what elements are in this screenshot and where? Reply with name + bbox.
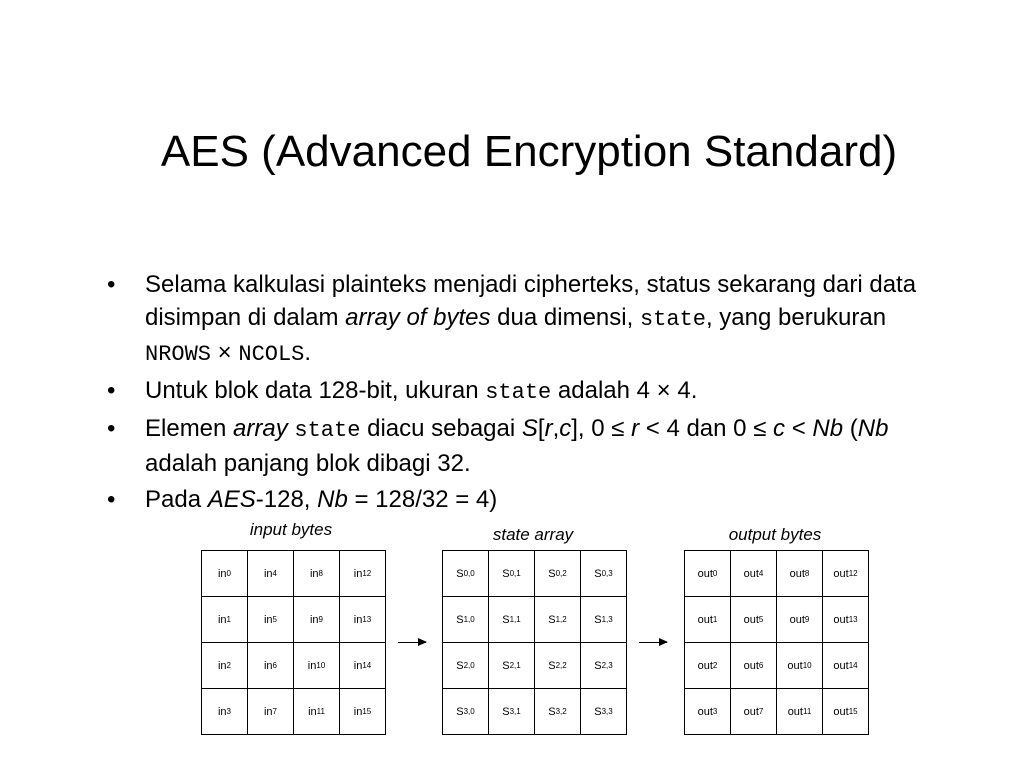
cell-subscript: 2: [226, 661, 231, 670]
grid-cell: [685, 689, 730, 734]
cell-subscript: 1,3: [601, 615, 613, 624]
grid-cell: [535, 689, 580, 734]
grid-cell: [777, 643, 822, 688]
bullet-text: , yang berukuran: [705, 304, 887, 331]
grid-cell: [443, 689, 488, 734]
slide-title: AES (Advanced Encryption Standard): [160, 127, 898, 176]
cell-base: S: [594, 659, 602, 672]
bullet-list: [107, 268, 947, 519]
cell-subscript: 13: [848, 615, 858, 624]
bullet-text: state: [294, 418, 361, 443]
grid-cell: [581, 689, 626, 734]
grid-cell: [340, 689, 385, 734]
grid-cell: [202, 597, 247, 642]
cell-base: in: [353, 613, 363, 626]
cell-base: in: [353, 659, 363, 672]
grid-cell: [581, 551, 626, 596]
input-bytes-grid: [201, 550, 386, 735]
bullet-text: array: [233, 415, 288, 442]
cell-subscript: 0,0: [463, 569, 475, 578]
cell-subscript: 14: [362, 661, 372, 670]
cell-base: out: [833, 659, 849, 672]
cell-base: out: [787, 705, 803, 718]
grid-cell: [248, 597, 293, 642]
cell-subscript: 15: [362, 707, 372, 716]
grid-cell: [731, 689, 776, 734]
cell-base: S: [456, 613, 464, 626]
grid-cell: [489, 643, 534, 688]
cell-base: in: [263, 659, 273, 672]
cell-base: out: [743, 567, 759, 580]
bullet-text: array of bytes: [345, 304, 491, 331]
cell-subscript: 1,2: [555, 615, 567, 624]
cell-subscript: 1,0: [463, 615, 475, 624]
output-bytes-grid: [684, 550, 869, 735]
bullet-icon: •: [107, 415, 116, 442]
cell-base: S: [502, 705, 510, 718]
cell-base: in: [307, 659, 317, 672]
cell-subscript: 2,3: [601, 661, 613, 670]
cell-subscript: 0,1: [509, 569, 521, 578]
bullet-text: Selama kalkulasi plainteks menjadi cipherteks, status sekarang dari data disimpan di dalam: [145, 271, 917, 331]
grid-cell: [248, 643, 293, 688]
cell-base: S: [594, 567, 602, 580]
cell-subscript: 6: [272, 661, 277, 670]
bullet-text: [: [537, 415, 545, 442]
cell-base: out: [743, 613, 759, 626]
cell-subscript: 1,1: [509, 615, 521, 624]
bullet-text: S: [521, 415, 538, 442]
cell-subscript: 9: [804, 615, 810, 624]
cell-subscript: 15: [848, 707, 858, 716]
cell-subscript: 14: [848, 661, 858, 670]
grid-cell: [535, 551, 580, 596]
cell-base: out: [743, 705, 759, 718]
grid-cell: [202, 551, 247, 596]
grid-cell: [443, 597, 488, 642]
cell-base: in: [263, 613, 273, 626]
grid-cell: [443, 643, 488, 688]
cell-subscript: 2,2: [555, 661, 567, 670]
bullet-text: Elemen: [145, 415, 234, 442]
cell-base: in: [217, 567, 227, 580]
cell-subscript: 6: [758, 661, 764, 670]
grid-cell: [535, 643, 580, 688]
cell-subscript: 11: [316, 707, 325, 716]
bullet-text: adalah 4 × 4.: [551, 377, 698, 404]
grid-cell: [581, 597, 626, 642]
cell-base: out: [743, 659, 759, 672]
cell-base: out: [697, 613, 713, 626]
cell-base: S: [548, 613, 556, 626]
cell-base: in: [309, 613, 319, 626]
cell-base: S: [502, 613, 510, 626]
grid-cell: [823, 689, 868, 734]
bullet-text: adalah panjang blok dibagi 32.: [145, 450, 471, 477]
cell-subscript: 1: [226, 615, 231, 624]
grid-cell: [777, 689, 822, 734]
grid-cell: [731, 551, 776, 596]
bullet-text: -128,: [255, 486, 318, 513]
bullet-text: ×: [211, 339, 239, 366]
grid-cell: [489, 551, 534, 596]
cell-subscript: 7: [272, 707, 277, 716]
cell-subscript: 4: [272, 569, 277, 578]
bullet-icon: •: [107, 271, 116, 298]
cell-subscript: 0,2: [555, 569, 567, 578]
cell-subscript: 5: [272, 615, 277, 624]
state-array-grid: [442, 550, 627, 735]
grid-cell: [489, 597, 534, 642]
cell-base: out: [697, 705, 713, 718]
bullet-icon: •: [107, 486, 116, 513]
bullet-text: NROWS: [145, 342, 212, 367]
output-bytes-label: output bytes: [728, 525, 822, 544]
grid-cell: [248, 551, 293, 596]
cell-base: S: [456, 705, 464, 718]
cell-subscript: 5: [758, 615, 764, 624]
bullet-text: = 128/32 = 4): [347, 486, 498, 513]
bullet-text: r: [631, 415, 640, 442]
cell-base: S: [548, 567, 556, 580]
cell-base: S: [594, 705, 602, 718]
cell-subscript: 2,0: [463, 661, 475, 670]
grid-cell: [777, 597, 822, 642]
cell-subscript: 3,0: [463, 707, 475, 716]
arrow-right-icon: [398, 642, 426, 643]
cell-subscript: 9: [318, 615, 323, 624]
bullet-item: [107, 374, 947, 409]
bullet-text: state: [485, 380, 552, 405]
cell-base: out: [833, 613, 849, 626]
cell-base: in: [353, 567, 363, 580]
cell-subscript: 12: [848, 569, 858, 578]
grid-cell: [685, 643, 730, 688]
cell-base: in: [309, 567, 319, 580]
cell-subscript: 3,2: [555, 707, 567, 716]
grid-cell: [294, 597, 339, 642]
cell-subscript: 11: [802, 707, 812, 716]
grid-cell: [294, 643, 339, 688]
bullet-item: [107, 412, 947, 480]
cell-base: out: [789, 567, 805, 580]
cell-base: S: [456, 659, 464, 672]
grid-cell: [202, 643, 247, 688]
cell-base: in: [217, 613, 227, 626]
cell-subscript: 3,3: [601, 707, 613, 716]
cell-subscript: 0: [712, 569, 718, 578]
cell-subscript: 3: [226, 707, 231, 716]
grid-cell: [823, 551, 868, 596]
grid-cell: [685, 597, 730, 642]
bullet-item: [107, 268, 947, 371]
bullet-text: diacu sebagai: [360, 415, 522, 442]
grid-cell: [489, 689, 534, 734]
cell-base: out: [833, 705, 849, 718]
cell-base: out: [789, 613, 805, 626]
bullet-text: dua dimensi,: [490, 304, 640, 331]
cell-subscript: 10: [802, 661, 812, 670]
grid-cell: [340, 551, 385, 596]
bullet-text: NCOLS: [238, 342, 305, 367]
cell-base: in: [263, 705, 273, 718]
bullet-icon: •: [107, 377, 116, 404]
cell-subscript: 10: [316, 661, 326, 670]
cell-base: out: [787, 659, 803, 672]
grid-cell: [443, 551, 488, 596]
bullet-item: [107, 483, 947, 516]
grid-cell: [731, 597, 776, 642]
cell-subscript: 2: [712, 661, 718, 670]
grid-cell: [535, 597, 580, 642]
bullet-text: .: [304, 339, 312, 366]
bullet-text: Nb: [317, 486, 348, 513]
cell-subscript: 7: [758, 707, 764, 716]
cell-subscript: 3: [712, 707, 718, 716]
cell-subscript: 2,1: [509, 661, 521, 670]
bullet-text: c: [773, 415, 786, 442]
cell-subscript: 1: [712, 615, 718, 624]
cell-base: in: [263, 567, 273, 580]
bullet-text: <: [785, 415, 813, 442]
bullet-text: < 4 dan 0 ≤: [639, 415, 774, 442]
bullet-text: Nb: [857, 415, 889, 442]
bullet-text: (: [843, 415, 858, 442]
bullet-text: ,: [552, 415, 560, 442]
cell-base: out: [697, 659, 713, 672]
grid-cell: [581, 643, 626, 688]
bullet-text: Nb: [812, 415, 844, 442]
grid-cell: [294, 689, 339, 734]
cell-base: in: [308, 705, 317, 718]
state-array-label: state array: [492, 525, 574, 544]
bullet-text: r: [544, 415, 553, 442]
grid-cell: [823, 597, 868, 642]
cell-base: S: [456, 567, 464, 580]
grid-cell: [202, 689, 247, 734]
cell-base: in: [217, 705, 227, 718]
cell-base: S: [548, 705, 556, 718]
cell-subscript: 4: [758, 569, 764, 578]
cell-base: S: [502, 567, 510, 580]
bullet-text: state: [639, 307, 706, 332]
cell-base: S: [594, 613, 602, 626]
cell-base: S: [548, 659, 556, 672]
grid-cell: [777, 551, 822, 596]
cell-subscript: 0,3: [601, 569, 613, 578]
grid-cell: [823, 643, 868, 688]
cell-base: out: [697, 567, 713, 580]
bullet-text: ], 0 ≤: [571, 415, 632, 442]
cell-subscript: 8: [804, 569, 810, 578]
cell-subscript: 8: [318, 569, 323, 578]
grid-cell: [731, 643, 776, 688]
cell-subscript: 3,1: [509, 707, 521, 716]
input-bytes-label: input bytes: [249, 520, 333, 539]
grid-cell: [340, 597, 385, 642]
arrow-right-icon: [639, 642, 667, 643]
bullet-text: AES: [207, 486, 256, 513]
cell-subscript: 0: [226, 569, 231, 578]
cell-base: in: [353, 705, 363, 718]
bullet-text: Untuk blok data 128-bit, ukuran: [145, 377, 486, 404]
cell-subscript: 13: [362, 615, 372, 624]
cell-base: out: [833, 567, 849, 580]
grid-cell: [685, 551, 730, 596]
grid-cell: [248, 689, 293, 734]
bullet-text: c: [559, 415, 572, 442]
cell-base: S: [502, 659, 510, 672]
grid-cell: [340, 643, 385, 688]
bullet-text: Pada: [145, 486, 208, 513]
cell-base: in: [217, 659, 227, 672]
grid-cell: [294, 551, 339, 596]
cell-subscript: 12: [362, 569, 372, 578]
